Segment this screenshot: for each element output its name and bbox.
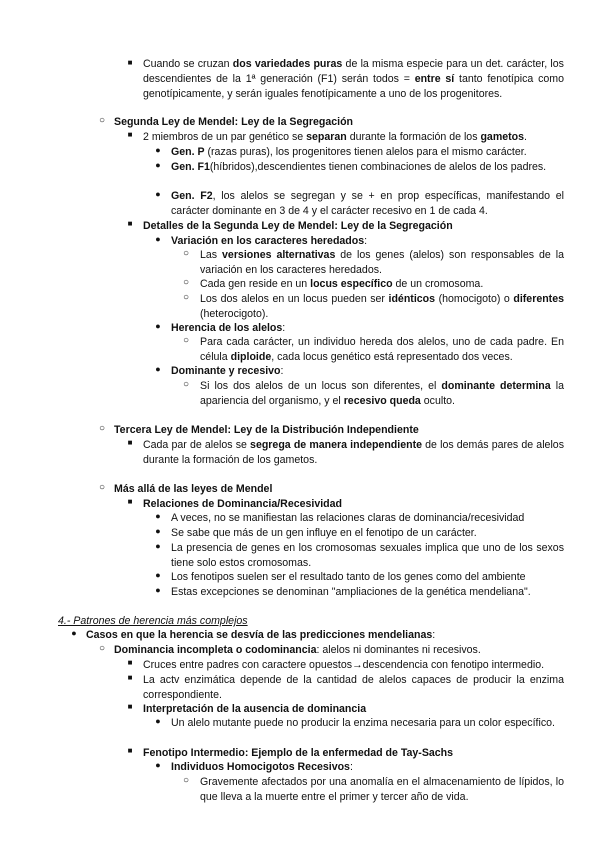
- item-cruces: Cruces entre padres con caractere opuestos→descendencia con fenotipo intermedio.: [143, 659, 545, 671]
- heading-segunda-ley: Segunda Ley de Mendel: Ley de la Segregación: [114, 116, 354, 128]
- item-locus: Cada gen reside en un locus específico de un cromosoma.: [200, 278, 484, 290]
- disc-bullet: ●: [155, 570, 161, 580]
- item-excepciones: Estas excepciones se denominan "ampliaciones de la genética mendeliana".: [171, 586, 531, 598]
- circle-bullet: ○: [98, 482, 106, 493]
- disc-bullet: ●: [155, 160, 161, 170]
- section-heading-patrones: 4.- Patrones de herencia más complejos: [58, 615, 248, 627]
- disc-bullet: ●: [155, 716, 161, 726]
- circle-bullet: ○: [182, 335, 190, 346]
- item-homocigotos: Individuos Homocigotos Recesivos:: [171, 761, 353, 773]
- item-identicos: Los dos alelos en un locus pueden ser idénticos (homocigoto) o diferentes (heterocigoto).: [200, 293, 564, 320]
- circle-bullet: ○: [98, 115, 106, 126]
- circle-bullet: ○: [98, 423, 106, 434]
- heading-tercera-ley: Tercera Ley de Mendel: Ley de la Distribución Independiente: [114, 424, 419, 436]
- paragraph-dos-variedades: Cuando se cruzan dos variedades puras de la misma especie para un det. carácter, los descendientes de la 1ª generación (F1) serán todos = entre sí tanto fenotípica como genotípicamente, y serán iguales fenotípicamente a uno de los progenitores.: [143, 58, 564, 100]
- item-dominante-determina: Si los dos alelos de un locus son diferentes, el dominante determina la apariencia del organismo, y el recesivo queda oculto.: [200, 380, 564, 407]
- disc-bullet: ●: [155, 511, 161, 521]
- square-bullet: ■: [127, 130, 133, 139]
- paragraph-segrega: Cada par de alelos se segrega de manera independiente de los demás pares de alelos durante la formación de los gametos.: [143, 439, 564, 466]
- square-bullet: ■: [127, 497, 133, 506]
- disc-bullet: ●: [155, 541, 161, 551]
- square-bullet: ■: [127, 658, 133, 667]
- heading-dominante: Dominante y recesivo:: [171, 365, 284, 377]
- item-cromosomas-sexuales: La presencia de genes en los cromosomas sexuales implica que uno de los sexos tiene solo estos cromosomas.: [171, 542, 564, 569]
- heading-herencia: Herencia de los alelos:: [171, 322, 286, 334]
- item-diploide: Para cada carácter, un individuo hereda dos alelos, uno de cada padre. En célula diploide, cada locus genético está representado dos veces.: [200, 336, 564, 363]
- item-fenotipos: Los fenotipos suelen ser el resultado tanto de los genes como del ambiente: [171, 571, 526, 583]
- item-dominancia-incompleta: Dominancia incompleta o codominancia: alelos ni dominantes ni recesivos.: [114, 644, 481, 656]
- disc-bullet: ●: [155, 321, 161, 331]
- disc-bullet: ●: [71, 628, 77, 638]
- disc-bullet: ●: [155, 585, 161, 595]
- circle-bullet: ○: [182, 277, 190, 288]
- heading-detalles: Detalles de la Segunda Ley de Mendel: Ley de la Segregación: [143, 220, 453, 232]
- square-bullet: ■: [127, 58, 133, 67]
- item-versiones: Las versiones alternativas de los genes (alelos) son responsables de la variación en los caracteres heredados.: [200, 249, 564, 276]
- square-bullet: ■: [127, 438, 133, 447]
- square-bullet: ■: [127, 702, 133, 711]
- disc-bullet: ●: [155, 760, 161, 770]
- item-a-veces: A veces, no se manifiestan las relaciones claras de dominancia/recesividad: [171, 512, 525, 524]
- disc-bullet: ●: [155, 189, 161, 199]
- circle-bullet: ○: [182, 775, 190, 786]
- item-gen-f1: Gen. F1(híbridos),descendientes tienen combinaciones de alelos de los padres.: [171, 161, 547, 173]
- item-actv-enzimatica: La actv enzimática depende de la cantidad de alelos capaces de producir la enzima correspondiente.: [143, 674, 564, 701]
- item-alelo-mutante: Un alelo mutante puede no producir la enzima necesaria para un color específico.: [171, 717, 555, 729]
- heading-relaciones: Relaciones de Dominancia/Recesividad: [143, 498, 343, 510]
- circle-bullet: ○: [182, 379, 190, 390]
- item-gravemente: Gravemente afectados por una anomalía en el almacenamiento de lípidos, lo que lleva a la muerte entre el primer y tercer año de vida.: [200, 776, 564, 803]
- disc-bullet: ●: [155, 364, 161, 374]
- heading-variacion: Variación en los caracteres heredados:: [171, 235, 368, 247]
- disc-bullet: ●: [155, 526, 161, 536]
- item-gen-f2: Gen. F2, los alelos se segregan y se + en prop específicas, manifestando el carácter dominante en 3 de 4 y el carácter recesivo en 1 de cada 4.: [171, 190, 565, 217]
- square-bullet: ■: [127, 673, 133, 682]
- heading-tay-sachs: Fenotipo Intermedio: Ejemplo de la enfermedad de Tay-Sachs: [143, 747, 454, 759]
- disc-bullet: ●: [155, 234, 161, 244]
- circle-bullet: ○: [182, 292, 190, 303]
- circle-bullet: ○: [182, 248, 190, 259]
- heading-interpretacion: Interpretación de la ausencia de dominancia: [143, 703, 367, 715]
- item-mas-de-un-gen: Se sabe que más de un gen influye en el fenotipo de un carácter.: [171, 527, 477, 539]
- circle-bullet: ○: [98, 643, 106, 654]
- square-bullet: ■: [127, 219, 133, 228]
- item-gen-p: Gen. P (razas puras), los progenitores tienen alelos para el mismo carácter.: [171, 146, 527, 158]
- item-casos: Casos en que la herencia se desvía de las predicciones mendelianas:: [86, 629, 436, 641]
- paragraph-separan: 2 miembros de un par genético se separan durante la formación de los gametos.: [143, 131, 527, 143]
- disc-bullet: ●: [155, 145, 161, 155]
- square-bullet: ■: [127, 746, 133, 755]
- heading-mas-alla: Más allá de las leyes de Mendel: [114, 483, 273, 495]
